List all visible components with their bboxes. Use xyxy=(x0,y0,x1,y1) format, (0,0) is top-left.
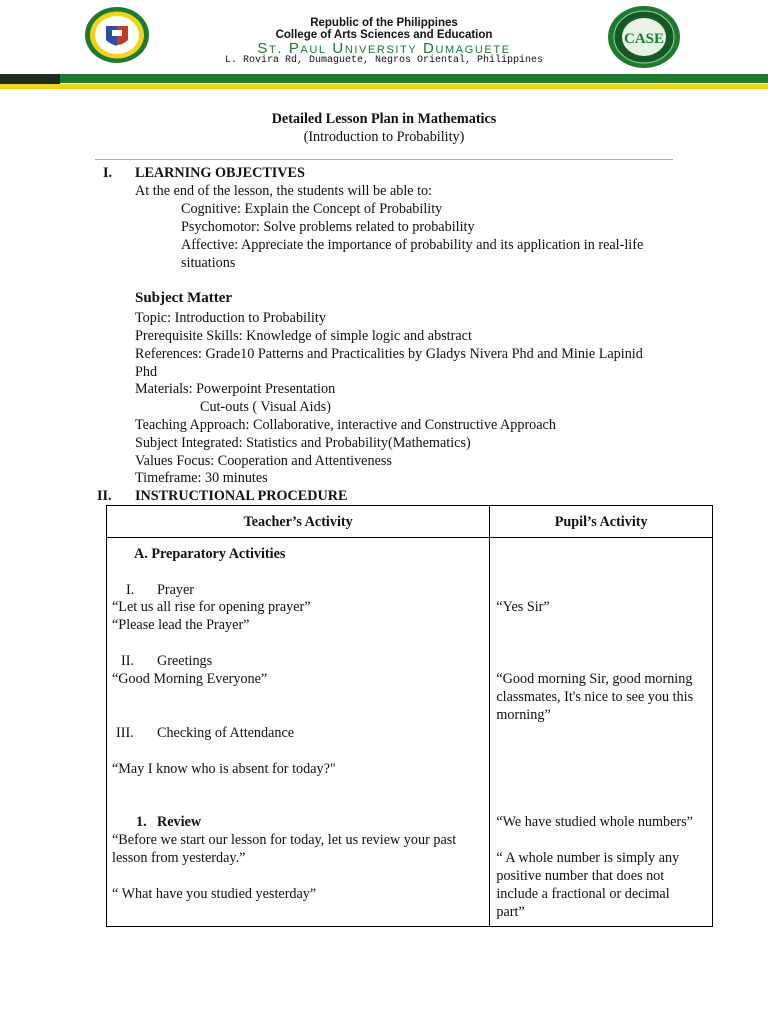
pupil-greeting-1: “Good morning Sir, good morning xyxy=(496,671,693,687)
title-divider xyxy=(95,159,673,160)
attendance-quote: “May I know who is absent for today?" xyxy=(112,761,336,777)
column-header-teacher: Teacher’s Activity xyxy=(243,513,353,530)
objective-cognitive: Cognitive: Explain the Concept of Probability xyxy=(181,201,443,217)
header-cell-pupil xyxy=(490,506,713,538)
procedure-table xyxy=(106,505,713,927)
objectives-intro: At the end of the lesson, the students will be able to: xyxy=(135,183,433,199)
review-quote-2: lesson from yesterday.” xyxy=(112,850,246,866)
document-subtitle: (Introduction to Probability) xyxy=(303,129,465,145)
section-number-procedure: II. xyxy=(97,488,112,504)
svg-text:CASE: CASE xyxy=(623,31,665,47)
pupil-greeting-3: morning” xyxy=(496,707,551,723)
subject-materials-cont: Cut-outs ( Visual Aids) xyxy=(200,399,331,415)
attendance-label: Checking of Attendance xyxy=(157,725,295,741)
greetings-label: Greetings xyxy=(157,653,213,669)
prayer-label: Prayer xyxy=(157,582,195,598)
section-heading-objectives: LEARNING OBJECTIVES xyxy=(135,165,305,181)
objective-psychomotor: Psychomotor: Solve problems related to probability xyxy=(181,219,475,235)
subject-timeframe: Timeframe: 30 minutes xyxy=(135,470,268,486)
subject-values: Values Focus: Cooperation and Attentiveness xyxy=(135,453,392,469)
table-header-row xyxy=(107,506,713,538)
pupil-definition-3: include a fractional or decimal xyxy=(496,886,670,902)
header-bar-green xyxy=(0,74,768,83)
section-number-objectives: I. xyxy=(103,165,113,181)
subject-references-cont: Phd xyxy=(135,364,158,380)
document-title: Detailed Lesson Plan in Mathematics xyxy=(271,111,497,127)
pupil-definition-1: “ A whole number is simply any xyxy=(496,850,680,866)
header-university-name: St. Paul University Dumaguete xyxy=(257,40,511,57)
pupil-yes-sir: “Yes Sir” xyxy=(496,599,550,615)
attendance-number: III. xyxy=(116,725,134,741)
subject-integrated: Subject Integrated: Statistics and Probability(Mathematics) xyxy=(135,435,471,451)
pupil-activity-cell xyxy=(490,538,713,927)
review-quote-1: “Before we start our lesson for today, let us review your past xyxy=(112,832,457,848)
greetings-number: II. xyxy=(121,653,134,669)
header-bar-yellow xyxy=(0,84,768,89)
pupil-whole-numbers: “We have studied whole numbers” xyxy=(496,814,693,830)
header-address: L. Rovira Rd, Dumaguete, Negros Oriental, Philippines xyxy=(224,55,544,66)
prayer-quote-2: “Please lead the Prayer” xyxy=(112,617,250,633)
subject-materials: Materials: Powerpoint Presentation xyxy=(135,381,336,397)
pupil-definition-2: positive number that does not xyxy=(496,868,665,884)
subject-prereq: Prerequisite Skills: Knowledge of simple logic and abstract xyxy=(135,328,472,344)
teacher-activity-cell xyxy=(107,538,490,927)
header-line-college: College of Arts Sciences and Education xyxy=(275,29,493,41)
review-number: 1. xyxy=(136,814,147,830)
prayer-quote-1: “Let us all rise for opening prayer” xyxy=(112,599,311,615)
objective-affective-cont: situations xyxy=(181,255,236,271)
subject-topic: Topic: Introduction to Probability xyxy=(135,310,326,326)
greetings-quote: “Good Morning Everyone” xyxy=(112,671,268,687)
section-heading-procedure: INSTRUCTIONAL PROCEDURE xyxy=(135,488,348,504)
pupil-definition-4: part” xyxy=(496,904,525,920)
review-quote-3: “ What have you studied yesterday” xyxy=(112,886,317,902)
section-heading-subject-matter: Subject Matter xyxy=(135,290,233,306)
table-row xyxy=(107,538,713,927)
prayer-number: I. xyxy=(126,582,135,598)
subject-approach: Teaching Approach: Collaborative, interactive and Constructive Approach xyxy=(135,417,556,433)
subject-references: References: Grade10 Patterns and Practicalities by Gladys Nivera Phd and Minie Lapinid xyxy=(135,346,643,362)
header-cell-teacher xyxy=(107,506,490,538)
header-line-republic: Republic of the Philippines xyxy=(310,17,458,29)
prep-activities-heading: A. Preparatory Activities xyxy=(134,546,286,562)
column-header-pupil: Pupil’s Activity xyxy=(554,513,648,530)
objective-affective: Affective: Appreciate the importance of probability and its application in real-life xyxy=(181,237,644,253)
review-heading: Review xyxy=(157,814,202,830)
pupil-greeting-2: classmates, It's nice to see you this xyxy=(496,689,694,705)
